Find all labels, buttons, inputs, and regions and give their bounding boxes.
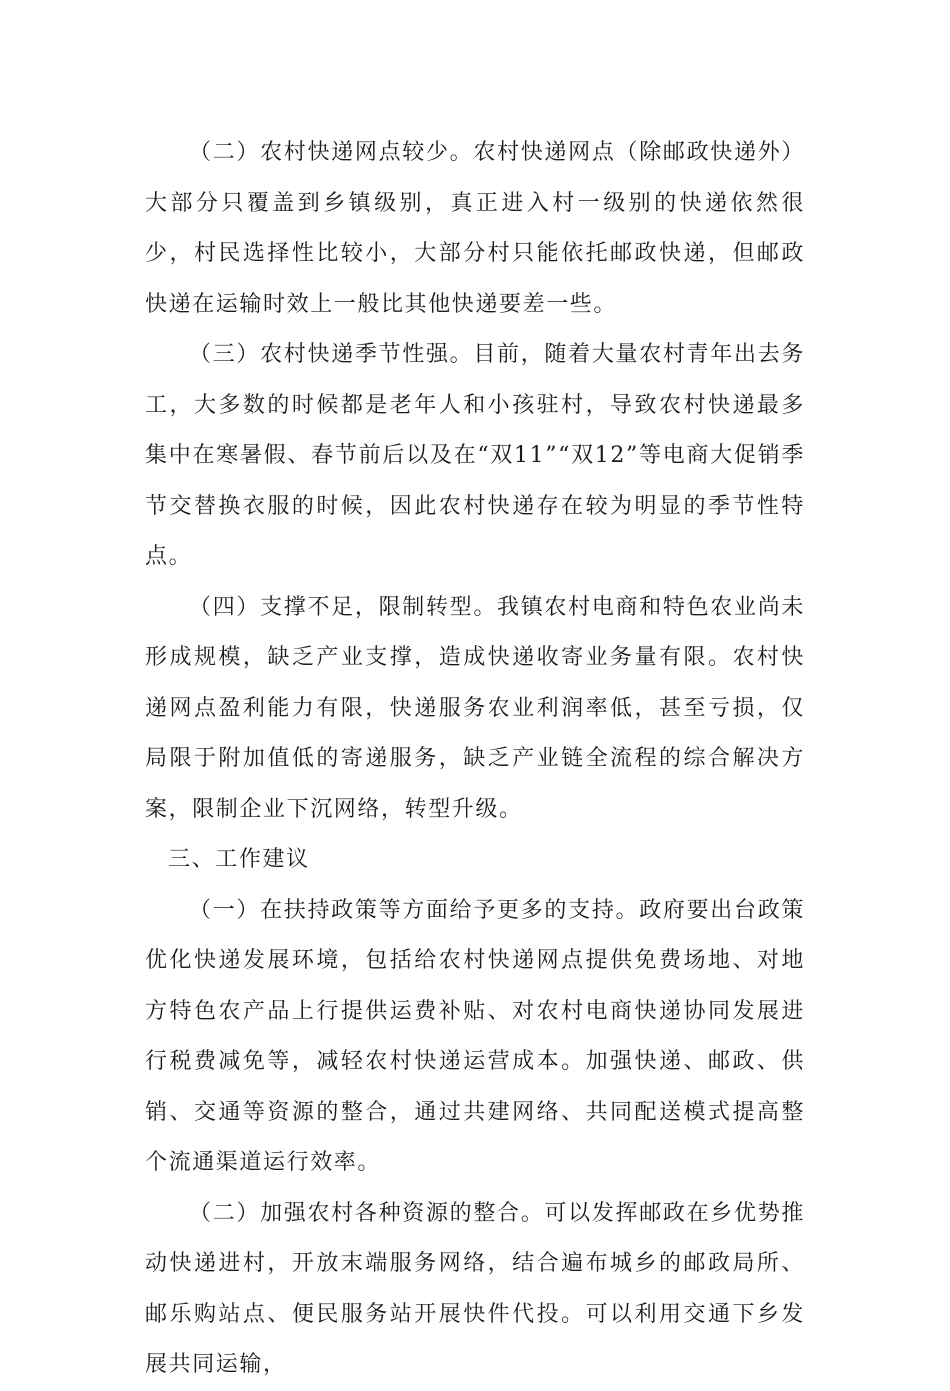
- paragraph-seasonality: （三）农村快递季节性强。目前，随着大量农村青年出去务工，大多数的时候都是老年人和小孩驻村，导致农村快递最多集中在寒暑假、春节前后以及在“双11”“双12”等电商大促销季节交替换衣服的时候，因此农村快递存在较为明显的季节性特点。: [145, 342, 805, 569]
- section-heading-work-suggestions: 三、工作建议: [168, 847, 310, 872]
- paragraph-rural-outlets-few: （二）农村快递网点较少。农村快递网点（除邮政快递外）大部分只覆盖到乡镇级别，真正进入村一级别的快递依然很少，村民选择性比较小，大部分村只能依托邮政快递，但邮政快递在运输时效上一般比其他快递要差一些。: [145, 140, 805, 317]
- paragraph-insufficient-support: （四）支撑不足，限制转型。我镇农村电商和特色农业尚未形成规模，缺乏产业支撑，造成快递收寄业务量有限。农村快递网点盈利能力有限，快递服务农业利润率低，甚至亏损，仅局限于附加值低的寄递服务，缺乏产业链全流程的综合解决方案，限制企业下沉网络，转型升级。: [145, 594, 805, 822]
- document-body: [145, 128, 805, 1391]
- paragraph-resource-integration: （二）加强农村各种资源的整合。可以发挥邮政在乡优势推动快递进村，开放末端服务网络，结合遍布城乡的邮政局所、邮乐购站点、便民服务站开展快件代投。可以利用交通下乡发展共同运输，: [145, 1200, 805, 1377]
- paragraph-policy-support: （一）在扶持政策等方面给予更多的支持。政府要出台政策优化快递发展环境，包括给农村快递网点提供免费场地、对地方特色农产品上行提供运费补贴、对农村电商快递协同发展进行税费减免等，减轻农村快递运营成本。加强快递、邮政、供销、交通等资源的整合，通过共建网络、共同配送模式提高整个流通渠道运行效率。: [145, 897, 805, 1175]
